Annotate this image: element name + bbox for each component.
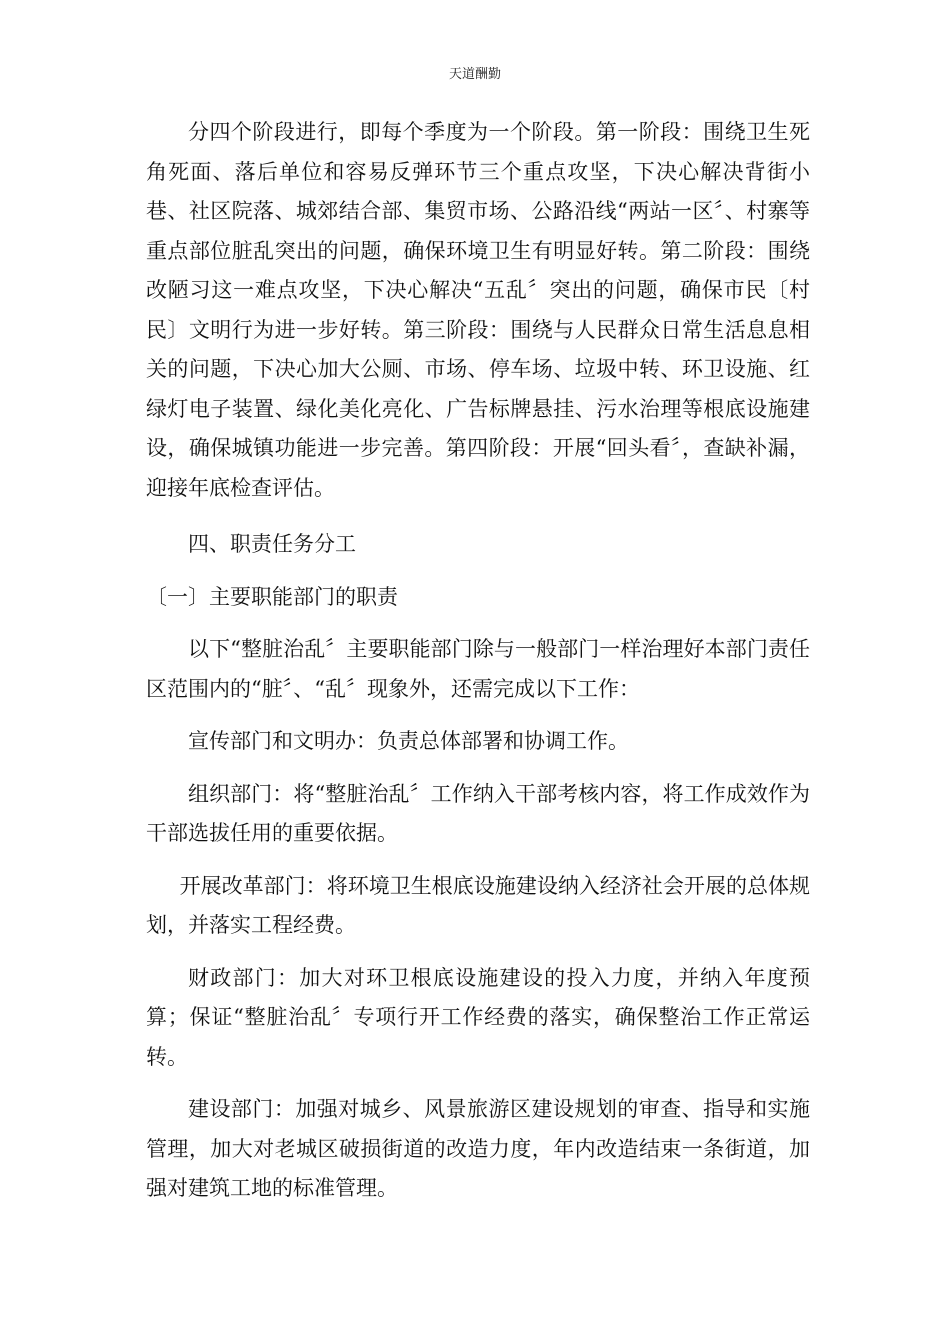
paragraph-stages: 分四个阶段进行，即每个季度为一个阶段。第一阶段：围绕卫生死角死面、落后单位和容易反弹环节三个重点攻坚，下决心解决背街小巷、社区院落、城郊结合部、集贸市场、公路沿线“两站一区〞、村寨等重点部位脏乱突出的问题，确保环境卫生有明显好转。第二阶段：围绕改陋习这一难点攻坚，下决心解决“五乱〞突出的问题，确保市民〔村民〕文明行为进一步好转。第三阶段：围绕与人民群众日常生活息息相关的问题，下决心加大公厕、市场、停车场、垃圾中转、环卫设施、红绿灯电子装置、绿化美化亮化、广告标牌悬挂、污水治理等根底设施建设，确保城镇功能进一步完善。第四阶段：开展“回头看〞，查缺补漏，迎接年底检查评估。 [146, 120, 810, 500]
paragraph-finance: 财政部门：加大对环卫根底设施建设的投入力度，并纳入年度预算；保证“整脏治乱〞专项行开工作经费的落实，确保整治工作正常运转。 [146, 965, 810, 1069]
page-header: 天道酬勤 [448, 67, 501, 82]
paragraph-organization: 组织部门：将“整脏治乱〞工作纳入干部考核内容，将工作成效作为干部选拔任用的重要依据。 [146, 781, 810, 845]
paragraph-publicity: 宣传部门和文明办：负责总体部署和协调工作。 [188, 729, 629, 753]
paragraph-construction: 建设部门：加强对城乡、风景旅游区建设规划的审查、指导和实施管理，加大对老城区破损街道的改造力度，年内改造结束一条街道，加强对建筑工地的标准管理。 [146, 1097, 810, 1200]
paragraph-intro: 以下“整脏治乱〞主要职能部门除与一般部门一样治理好本部门责任区范围内的“脏〞、“乱〞现象外，还需完成以下工作： [146, 637, 810, 701]
subsection-heading: 〔一〕主要职能部门的职责 [146, 584, 398, 609]
document-body [146, 113, 810, 1209]
paragraph-reform: 开展改革部门：将环境卫生根底设施建设纳入经济社会开展的总体规划，并落实工程经费。 [146, 873, 810, 937]
section-heading: 四、职责任务分工 [188, 532, 356, 556]
